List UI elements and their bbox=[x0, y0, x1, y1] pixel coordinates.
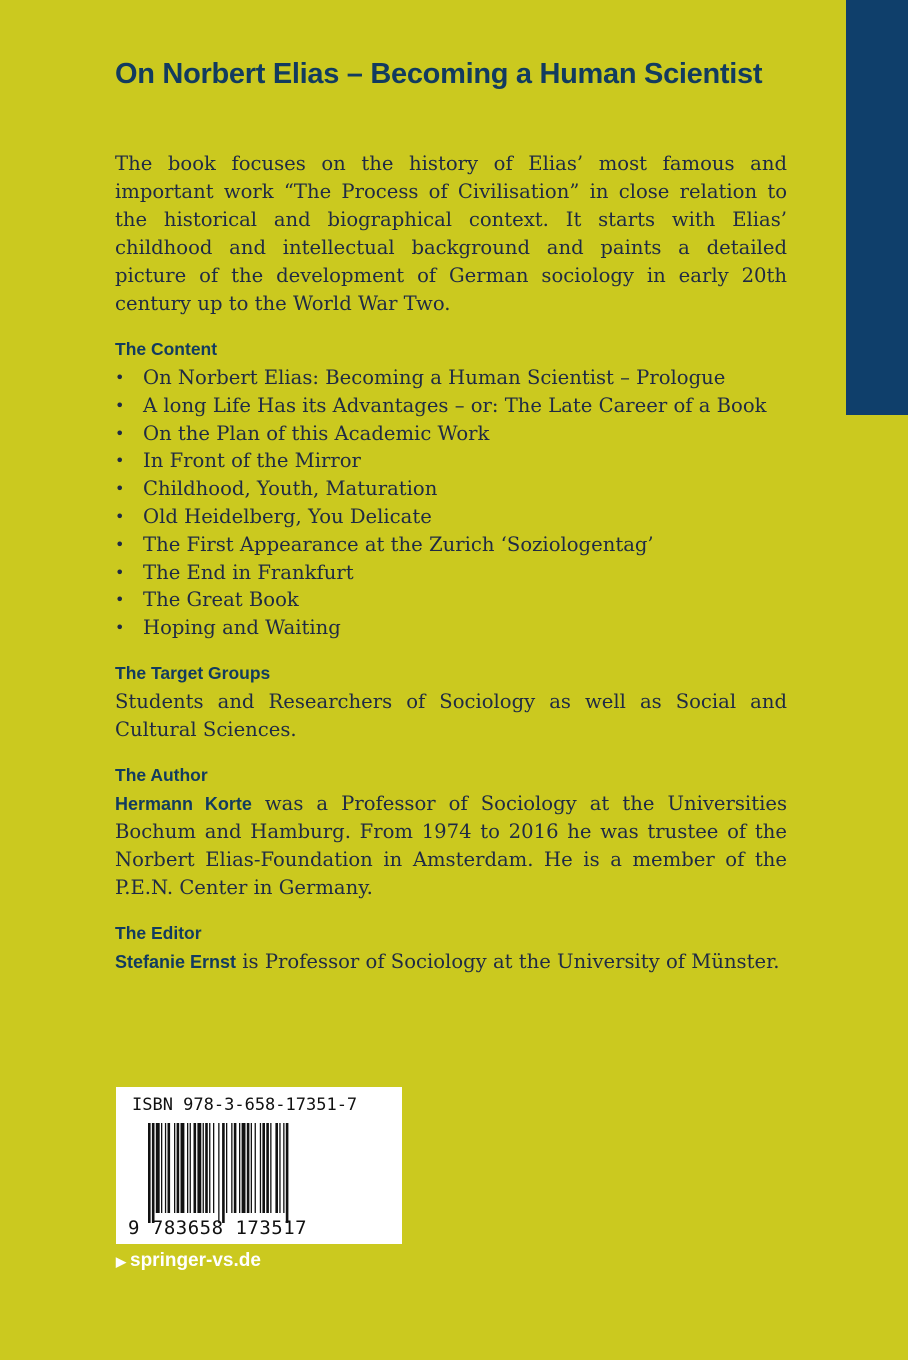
barcode-bar bbox=[283, 1123, 284, 1213]
content-item: • On Norbert Elias: Becoming a Human Scientist – Prologue bbox=[115, 364, 787, 392]
barcode-bar bbox=[213, 1123, 214, 1213]
barcode-bar bbox=[234, 1123, 237, 1213]
barcode-bar bbox=[247, 1123, 250, 1213]
barcode-bar bbox=[262, 1123, 265, 1213]
barcode-bar bbox=[251, 1123, 252, 1213]
content-item: • In Front of the Mirror bbox=[115, 447, 787, 475]
barcode-bar bbox=[279, 1123, 280, 1213]
barcode-bar bbox=[148, 1123, 151, 1223]
content-list bbox=[115, 364, 787, 642]
barcode-bar bbox=[197, 1123, 201, 1213]
barcode-bar bbox=[260, 1123, 261, 1213]
editor-bio bbox=[115, 948, 787, 976]
barcode-bar bbox=[266, 1123, 269, 1213]
target-groups-heading: The Target Groups bbox=[115, 662, 271, 683]
barcode-bar bbox=[174, 1123, 175, 1213]
author-bio-text: was a Professor of Sociology at the Universities Bochum and Hamburg. From 1974 to 2016 he was trustee of the Norbert Elias-Foundation in Amsterdam. He is a member of the P.E.N. Center in Germany. bbox=[115, 791, 787, 899]
barcode-bars-icon bbox=[148, 1123, 376, 1223]
cover-blue-band bbox=[846, 0, 908, 415]
content-item: • The Great Book bbox=[115, 586, 787, 614]
content-item: • The End in Frankfurt bbox=[115, 559, 787, 587]
isbn-label: ISBN 978-3-658-17351-7 bbox=[132, 1095, 358, 1115]
barcode-bar bbox=[177, 1123, 180, 1213]
book-title: On Norbert Elias – Becoming a Human Scientist bbox=[115, 58, 763, 90]
barcode-bar bbox=[222, 1123, 225, 1223]
barcode-bar bbox=[242, 1123, 246, 1213]
author-heading: The Author bbox=[115, 764, 208, 785]
barcode-bar bbox=[275, 1123, 278, 1213]
barcode-bar bbox=[165, 1123, 166, 1213]
barcode-bar bbox=[152, 1123, 155, 1223]
barcode-bar bbox=[203, 1123, 204, 1213]
author-name: Hermann Korte bbox=[115, 793, 252, 814]
barcode-bar bbox=[181, 1123, 185, 1213]
barcode-bar bbox=[187, 1123, 188, 1213]
barcode-bar bbox=[156, 1123, 160, 1213]
editor-heading: The Editor bbox=[115, 922, 202, 943]
barcode-bar bbox=[205, 1123, 208, 1213]
content-item: • On the Plan of this Academic Work bbox=[115, 420, 787, 448]
editor-bio-text: is Professor of Sociology at the University of Münster. bbox=[236, 949, 780, 973]
barcode-bar bbox=[226, 1123, 227, 1213]
barcode-bar bbox=[209, 1123, 210, 1213]
barcode-bar bbox=[270, 1123, 271, 1213]
content-item: • The First Appearance at the Zurich ‘Soziologentag’ bbox=[115, 531, 787, 559]
barcode-digits: 9 783658 173517 bbox=[128, 1217, 308, 1239]
barcode-bar bbox=[168, 1123, 171, 1213]
author-bio bbox=[115, 790, 787, 902]
arrow-right-icon: ▶ bbox=[116, 1254, 126, 1269]
barcode-bar bbox=[231, 1123, 232, 1213]
publisher-url bbox=[116, 1250, 261, 1272]
content-item: • Hoping and Waiting bbox=[115, 614, 787, 642]
content-item: • Old Heidelberg, You Delicate bbox=[115, 503, 787, 531]
book-description: The book focuses on the history of Elias’ most famous and important work “The Process of Civilisation” in close relation to the historical and biographical context. It starts with Elias’ childhood and intellectual background and paints a detailed picture of the development of German sociology in early 20th century up to the World War Two. bbox=[115, 152, 787, 315]
content-item: • Childhood, Youth, Maturation bbox=[115, 475, 787, 503]
back-cover-text bbox=[115, 150, 787, 996]
barcode-bar bbox=[194, 1123, 197, 1213]
content-heading: The Content bbox=[115, 339, 218, 359]
barcode-bar bbox=[255, 1123, 256, 1213]
barcode-bar bbox=[286, 1123, 289, 1223]
content-item: • A long Life Has its Advantages – or: The Late Career of a Book bbox=[115, 392, 787, 420]
target-groups-text: Students and Researchers of Sociology as well as Social and Cultural Sciences. bbox=[115, 689, 787, 741]
publisher-url-text: springer-vs.de bbox=[130, 1250, 261, 1271]
editor-name: Stefanie Ernst bbox=[115, 951, 237, 972]
barcode-bar bbox=[161, 1123, 162, 1213]
barcode-bar bbox=[239, 1123, 240, 1213]
barcode-bar bbox=[218, 1123, 219, 1223]
barcode-bar bbox=[190, 1123, 191, 1213]
isbn-barcode bbox=[116, 1087, 402, 1244]
